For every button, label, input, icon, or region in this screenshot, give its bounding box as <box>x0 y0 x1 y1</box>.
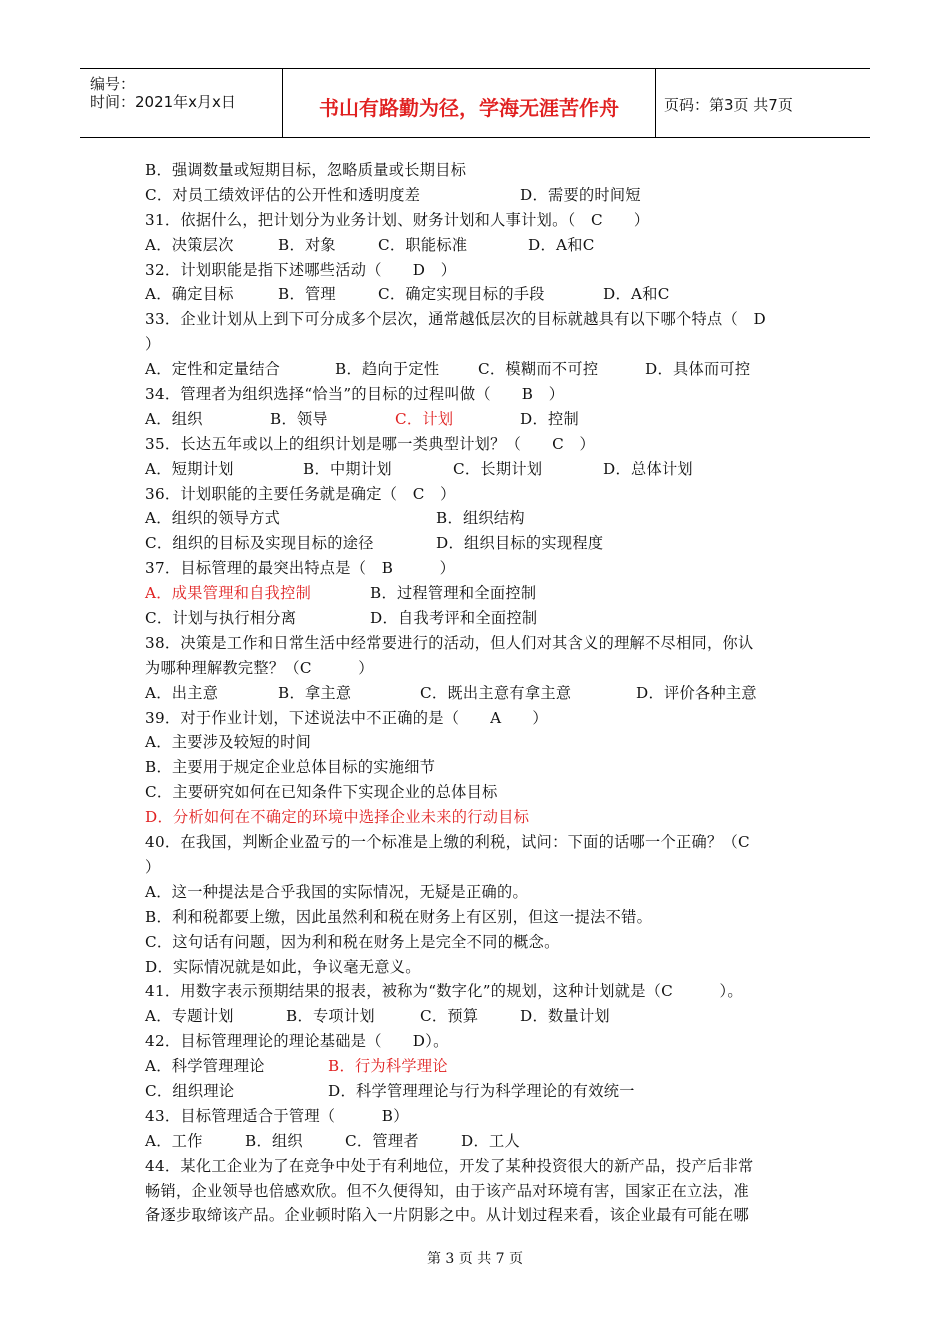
text-line <box>145 1179 810 1204</box>
text-segment: B．过程管理和全面控制 <box>370 584 537 603</box>
text-segment: D．需要的时间短 <box>520 185 641 204</box>
text-segment: A．成果管理和自我控制 <box>145 584 312 603</box>
text-segment: D．工人 <box>461 1131 520 1150</box>
text-segment: D．总体计划 <box>603 459 693 478</box>
text-segment: 39．对于作业计划，下述说法中不正确的是（ A ） <box>145 708 548 727</box>
text-segment: A．短期计划 <box>145 459 234 478</box>
text-line <box>145 930 810 955</box>
text-line <box>145 531 810 556</box>
text-line <box>145 183 810 208</box>
text-segment: 44．某化工企业为了在竞争中处于有利地位，开发了某种投资很大的新产品，投产后非常 <box>145 1156 754 1175</box>
text-segment: D．分析如何在不确定的环境中选择企业未来的行动目标 <box>145 808 530 827</box>
text-segment: A．这一种提法是合乎我国的实际情况，无疑是正确的。 <box>145 882 528 901</box>
text-segment: C．对员工绩效评估的公开性和透明度差 <box>145 185 421 204</box>
text-segment: 42．目标管理理论的理论基础是（ D）。 <box>145 1032 449 1051</box>
text-line <box>145 1054 810 1079</box>
text-segment: C．既出主意有拿主意 <box>420 683 572 702</box>
text-segment: 41．用数字表示预期结果的报表，被称为“数字化”的规划，这种计划就是（C ）。 <box>145 982 743 1001</box>
text-line <box>145 730 810 755</box>
text-segment: 34．管理者为组织选择“恰当”的目标的过程叫做（ B ） <box>145 385 565 404</box>
text-line <box>145 855 810 880</box>
text-segment: A．主要涉及较短的时间 <box>145 733 312 752</box>
text-segment: B．管理 <box>278 285 336 304</box>
text-line <box>145 656 810 681</box>
text-segment: C．预算 <box>420 1007 479 1026</box>
header-motto-cell <box>283 69 656 137</box>
text-segment: A．定性和定量结合 <box>145 360 281 379</box>
text-segment: B．对象 <box>278 235 336 254</box>
text-line <box>145 1029 810 1054</box>
text-segment: D．评价各种主意 <box>636 683 757 702</box>
text-segment: 31．依据什么，把计划分为业务计划、财务计划和人事计划。（ C ） <box>145 210 650 229</box>
text-line <box>145 357 810 382</box>
text-segment: ） <box>145 857 161 876</box>
header-motto: 书山有路勤为径，学海无涯苦作舟 <box>319 96 619 120</box>
header-page-cell <box>656 69 870 137</box>
text-line <box>145 1129 810 1154</box>
text-segment: ） <box>145 335 161 354</box>
text-segment: D．A和C <box>603 285 670 304</box>
text-line <box>145 631 810 656</box>
text-segment: 32．计划职能是指下述哪些活动（ D ） <box>145 260 457 279</box>
text-line <box>145 606 810 631</box>
text-line <box>145 506 810 531</box>
text-segment: A．组织的领导方式 <box>145 509 281 528</box>
text-segment: D．实际情况就是如此，争议毫无意义。 <box>145 957 421 976</box>
text-segment: B．专项计划 <box>286 1007 375 1026</box>
text-segment: A．专题计划 <box>145 1007 234 1026</box>
text-segment: C．计划与执行相分离 <box>145 609 297 628</box>
text-segment: 为哪种理解教完整？（C ） <box>145 658 374 677</box>
text-segment: D．控制 <box>520 409 579 428</box>
text-segment: A．组织 <box>145 409 203 428</box>
text-line <box>145 805 810 830</box>
text-line <box>145 755 810 780</box>
text-line <box>145 556 810 581</box>
text-segment: B．主要用于规定企业总体目标的实施细节 <box>145 758 436 777</box>
text-line <box>145 258 810 283</box>
text-line <box>145 706 810 731</box>
text-line <box>145 1104 810 1129</box>
text-segment: D．科学管理理论与行为科学理论的有效统一 <box>328 1081 635 1100</box>
text-segment: D．A和C <box>528 235 595 254</box>
text-segment: B．趋向于定性 <box>335 360 440 379</box>
text-segment: C．模糊而不可控 <box>478 360 599 379</box>
text-segment: 43．目标管理适合于管理（ B） <box>145 1106 409 1125</box>
text-line <box>145 830 810 855</box>
text-line <box>145 1079 810 1104</box>
text-line <box>145 905 810 930</box>
text-line <box>145 432 810 457</box>
document-number-label: 编号： <box>90 75 136 93</box>
text-segment: C．确定实现目标的手段 <box>378 285 545 304</box>
text-segment: B．组织结构 <box>436 509 525 528</box>
text-line <box>145 880 810 905</box>
question-list <box>145 158 810 1228</box>
text-line <box>145 955 810 980</box>
text-segment: 33．企业计划从上到下可分成多个层次，通常越低层次的目标就越具有以下哪个特点（ D <box>145 310 766 329</box>
text-segment: B．利和税都要上缴，因此虽然利和税在财务上有区别，但这一提法不错。 <box>145 907 653 926</box>
text-line <box>145 1154 810 1179</box>
text-line <box>145 233 810 258</box>
text-segment: B．强调数量或短期目标，忽略质量或长期目标 <box>145 161 467 179</box>
text-segment: C．主要研究如何在已知条件下实现企业的总体目标 <box>145 783 498 802</box>
text-segment: C．管理者 <box>345 1131 419 1150</box>
text-segment: 备逐步取缔该产品。企业顿时陷入一片阴影之中。从计划过程来看，该企业最有可能在哪 <box>145 1206 750 1225</box>
text-segment: C．长期计划 <box>453 459 543 478</box>
text-line <box>145 1203 810 1228</box>
text-segment: B．行为科学理论 <box>328 1057 448 1076</box>
text-segment: 37．目标管理的最突出特点是（ B ） <box>145 559 456 578</box>
text-segment: 35．长达五年或以上的组织计划是哪一类典型计划？（ C ） <box>145 434 596 453</box>
text-line <box>145 979 810 1004</box>
text-segment: 36．计划职能的主要任务就是确定（ C ） <box>145 484 456 503</box>
text-segment: C．职能标准 <box>378 235 468 254</box>
text-segment: A．确定目标 <box>145 285 234 304</box>
text-segment: 40．在我国，判断企业盈亏的一个标准是上缴的利税，试问：下面的话哪一个正确？（C <box>145 833 750 852</box>
text-segment: A．决策层次 <box>145 235 234 254</box>
text-line <box>145 158 810 183</box>
text-line <box>145 581 810 606</box>
text-line <box>145 482 810 507</box>
text-segment: B．组织 <box>245 1131 303 1150</box>
text-line <box>145 407 810 432</box>
text-segment: A．科学管理理论 <box>145 1057 265 1076</box>
text-segment: A．出主意 <box>145 683 219 702</box>
text-segment: B．拿主意 <box>278 683 352 702</box>
text-segment: B．领导 <box>270 409 328 428</box>
text-segment: D．组织目标的实现程度 <box>436 534 604 553</box>
text-segment: C．组织理论 <box>145 1081 235 1100</box>
text-segment: D．自我考评和全面控制 <box>370 609 538 628</box>
text-segment: D．数量计划 <box>520 1007 610 1026</box>
text-segment: C．这句话有问题，因为利和税在财务上是完全不同的概念。 <box>145 932 560 951</box>
text-line <box>145 681 810 706</box>
text-line <box>145 282 810 307</box>
text-segment: D．具体而可控 <box>645 360 751 379</box>
text-line <box>145 208 810 233</box>
text-segment: 38．决策是工作和日常生活中经常要进行的活动，但人们对其含义的理解不尽相同，你认 <box>145 633 754 652</box>
document-date-label: 时间：2021年x月x日 <box>90 93 236 111</box>
text-line <box>145 457 810 482</box>
text-line <box>145 332 810 357</box>
text-segment: C．组织的目标及实现目标的途径 <box>145 534 374 553</box>
text-line <box>145 307 810 332</box>
page-footer: 第 3 页 共 7 页 <box>426 1251 524 1267</box>
text-line <box>145 1004 810 1029</box>
text-segment: B．中期计划 <box>303 459 392 478</box>
text-segment: A．工作 <box>145 1131 203 1150</box>
text-segment: C．计划 <box>395 409 454 428</box>
page-header <box>80 68 870 138</box>
text-line <box>145 780 810 805</box>
text-line <box>145 382 810 407</box>
page-number-label: 页码：第3页 共7页 <box>664 96 793 114</box>
header-left-cell <box>80 69 283 137</box>
text-segment: 畅销，企业领导也倍感欢欣。但不久便得知，由于该产品对环境有害，国家正在立法，准 <box>145 1181 750 1200</box>
